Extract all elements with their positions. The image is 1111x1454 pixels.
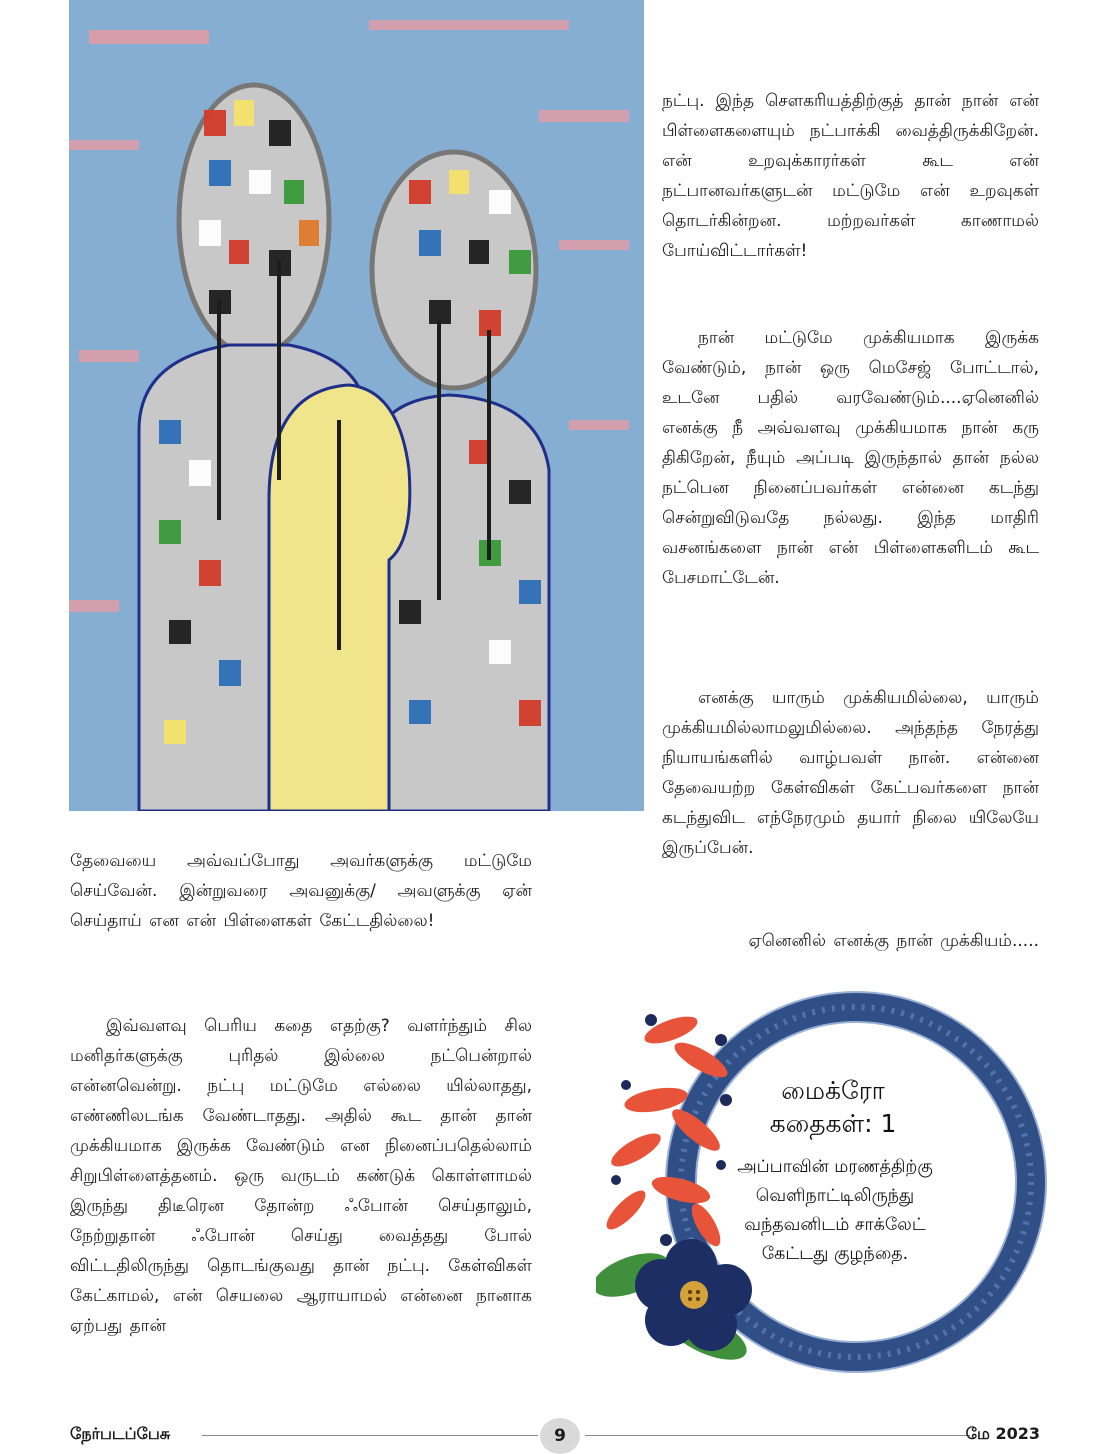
magazine-name: நேர்படப்பேசு [70, 1424, 171, 1443]
right-column-paragraph-3 [662, 683, 1039, 863]
micro-story-title: மைக்ரோ கதைகள்: 1 [769, 1076, 897, 1138]
abstract-painting-image [69, 0, 644, 811]
paragraph-text: நான் மட்டுமே முக்கியமாக இருக்க வேண்டும், நான் ஒரு மெசேஜ் போட்டால், உடனே பதில் வரவேண்டும்....ஏனெனில் எனக்கு நீ அவ்வளவு முக்கியமாக நான் கரு திகிறேன், நீயும் அப்படி இருந்தால் தான் நல்ல நட்பென நினைப்பவர்கள் என்னை கடந்து சென்றுவிடுவதே நல்லது. இந்த மாதிரி வசனங்களை நான் என் பிள்ளைகளிடம் கூட பேசமாட்டேன். [662, 328, 1039, 588]
issue-date: மே 2023 [965, 1424, 1040, 1443]
left-column-paragraph-2 [70, 1011, 532, 1341]
paragraph-text: எனக்கு யாரும் முக்கியமில்லை, யாரும் முக்கியமில்லாமலுமில்லை. அந்தந்த நேரத்து நியாயங்களில் வாழ்பவள் நான். என்னை தேவையற்ற கேள்விகள் கேட்பவர்களை நான் கடந்துவிட எந்நேரமும் தயார் நிலை யிலேயே இருப்பேன். [662, 688, 1039, 858]
painting-canvas [69, 0, 644, 811]
paragraph-text: தேவையை அவ்வப்போது அவர்களுக்கு மட்டுமே செய்வேன். இன்றுவரை அவனுக்கு/ அவளுக்கு ஏன் செய்தாய் என என் பிள்ளைகள் கேட்டதில்லை! [70, 851, 532, 931]
paragraph-text: ஏனெனில் எனக்கு நான் முக்கியம்..... [748, 931, 1039, 951]
paragraph-text: இவ்வளவு பெரிய கதை எதற்கு? வளர்ந்தும் சில மனிதர்களுக்கு புரிதல் இல்லை நட்பென்றால் என்னவென்று. நட்பு மட்டுமே எல்லை யில்லாதது, எண்ணிலடங்க வேண்டாதது. அதில் கூட தான் தான் முக்கியமாக இருக்க வேண்டும் என நினைப்பதெல்லாம் சிறுபிள்ளைத்தனம். ஒரு வருடம் கண்டுக் கொள்ளாமல் இருந்து திடீரென தோன்ற ஃபோன் செய்தாலும், நேற்றுதான் ஃபோன் செய்து வைத்தது போல் விட்டதிலிருந்து தொடங்குவது தான் நட்பு. கேள்விகள் கேட்காமல், என் செயலை ஆராயாமல் என்னை நானாக ஏற்பது தான் [70, 1016, 532, 1336]
left-column-paragraph-1 [70, 846, 532, 936]
footer-divider-right [585, 1435, 970, 1436]
right-column-paragraph-1 [662, 86, 1039, 266]
paragraph-text: நட்பு. இந்த சௌகரியத்திற்குத் தான் நான் என் பிள்ளைகளையும் நட்பாக்கி வைத்திருக்கிறேன். என் உறவுக்காரர்கள் கூட என் நட்பானவர்களுடன் மட்டுமே என் உறவுகள் தொடர்கின்றன. மற்றவர்கள் காணாமல் போய்விட்டார்கள்! [662, 91, 1039, 261]
right-column-closing-line [662, 926, 1039, 956]
page-number-badge: 9 [540, 1418, 580, 1454]
footer-divider-left [202, 1435, 538, 1436]
micro-story-body: அப்பாவின் மரணத்திற்கு வெளிநாட்டிலிருந்து வந்தவனிடம் சாக்லேட் கேட்டது குழந்தை. [737, 1157, 933, 1264]
right-column-paragraph-2 [662, 323, 1039, 593]
